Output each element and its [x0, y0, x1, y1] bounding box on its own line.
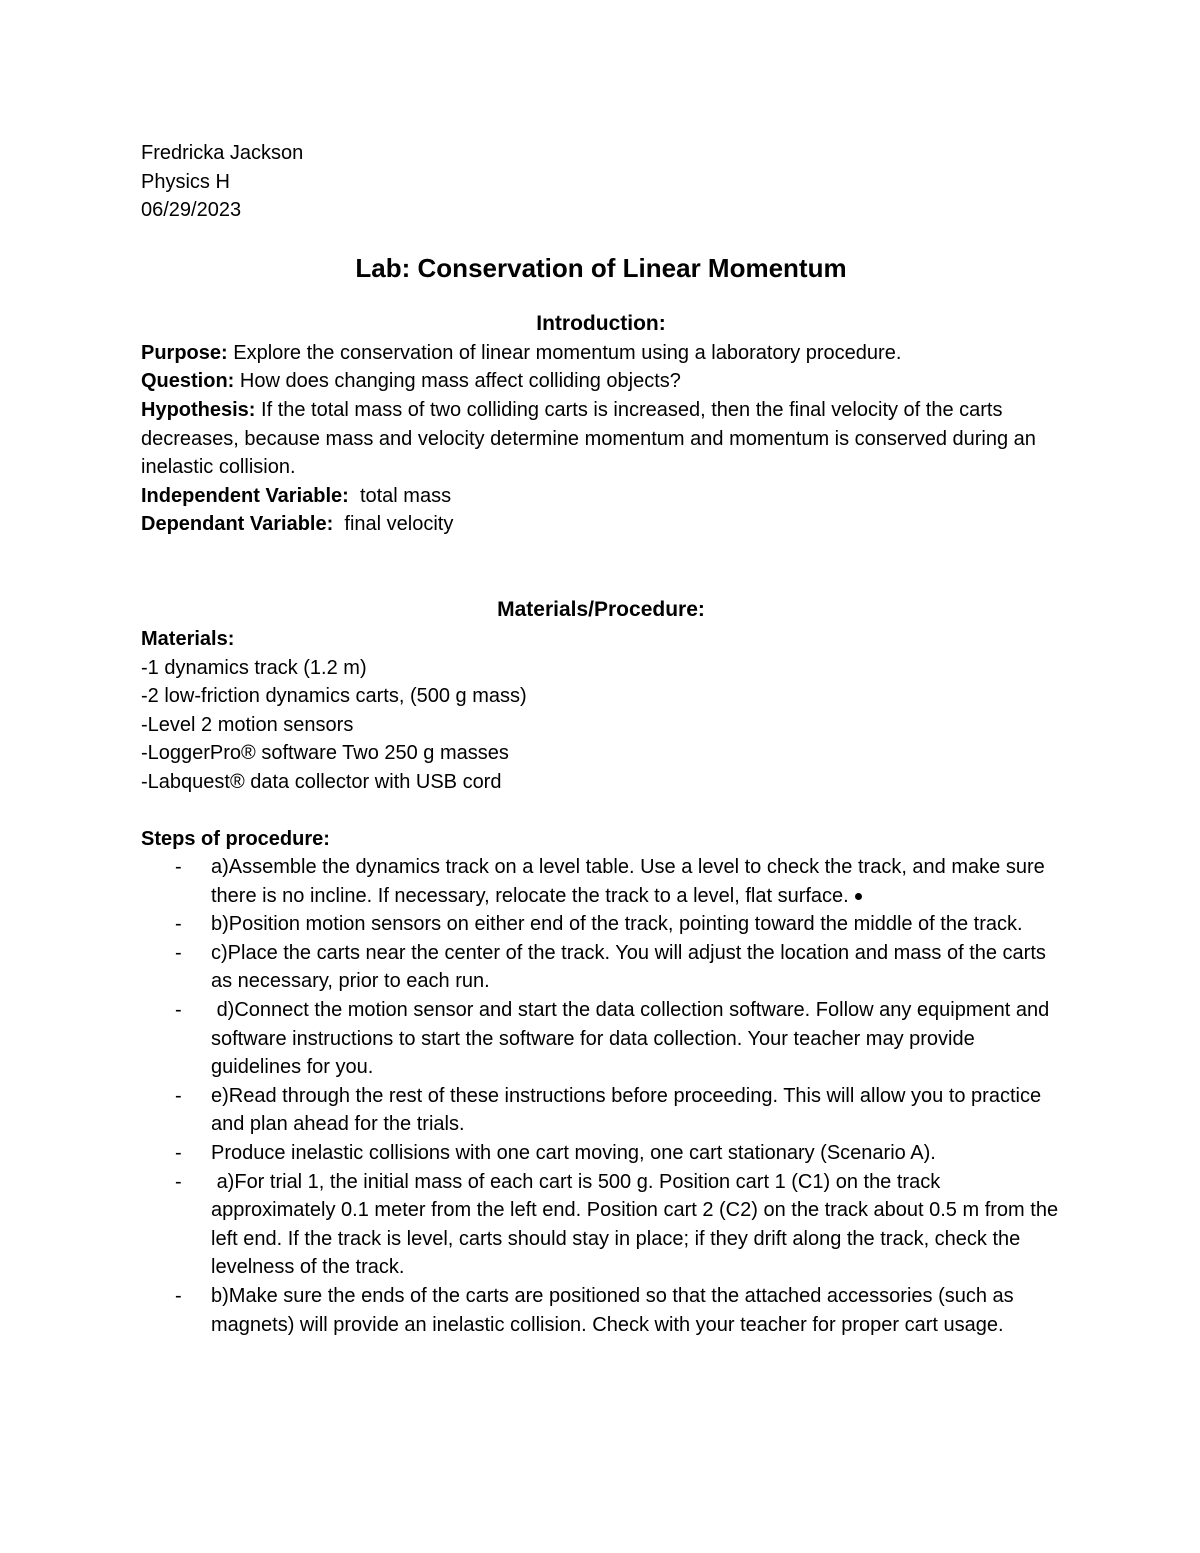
- step-item: [141, 1082, 1061, 1139]
- independent-variable-paragraph: [141, 482, 1061, 511]
- materials-item: -LoggerPro® software Two 250 g masses: [141, 742, 509, 765]
- step-item: [141, 1139, 1061, 1168]
- step-item: [141, 1282, 1061, 1339]
- step-text: a)Assemble the dynamics track on a level table. Use a level to check the track, and make sure there is no incline. If necessary, relocate the track to a level, flat surface.: [211, 856, 1045, 907]
- independent-variable-text: total mass: [348, 484, 452, 507]
- dependent-variable-text: final velocity: [333, 513, 454, 536]
- materials-item: -1 dynamics track (1.2 m): [141, 656, 367, 679]
- step-text: c)Place the carts near the center of the track. You will adjust the location and mass of the carts as necessary, prior to each run.: [211, 941, 1046, 993]
- independent-variable-label: Independent Variable:: [141, 484, 349, 507]
- step-marker: -: [175, 1285, 182, 1307]
- purpose-paragraph: [141, 339, 1061, 368]
- step-text: b)Position motion sensors on either end of the track, pointing toward the middle of the track.: [211, 913, 1023, 936]
- dependent-variable-label: Dependant Variable:: [141, 513, 334, 536]
- materials-label: Materials:: [141, 627, 235, 650]
- dependent-variable-paragraph: [141, 510, 1061, 539]
- steps-label: Steps of procedure:: [141, 827, 330, 850]
- step-text: a)For trial 1, the initial mass of each cart is 500 g. Position cart 1 (C1) on the track approximately 0.1 meter from the left end. Position cart 2 (C2) on the track about 0.5 m from the left end. If the track is level, carts should stay in place; if they drift along the track, check the levelness of the track.: [211, 1170, 1064, 1279]
- materials-procedure-heading: Materials/Procedure:: [497, 597, 705, 621]
- step-marker: -: [175, 1170, 182, 1193]
- step-text: e)Read through the rest of these instructions before proceeding. This will allow you to practice and plan ahead for the trials.: [211, 1084, 1042, 1136]
- question-label: Question:: [141, 370, 235, 393]
- step-marker: -: [175, 1142, 182, 1165]
- step-item: [141, 853, 1061, 910]
- materials-item: -2 low-friction dynamics carts, (500 g mass): [141, 685, 527, 708]
- introduction-heading: Introduction:: [536, 311, 666, 335]
- step-text: Produce inelastic collisions with one cart moving, one cart stationary (Scenario A).: [211, 1142, 936, 1165]
- materials-item: -Labquest® data collector with USB cord: [141, 770, 502, 793]
- step-text: d)Connect the motion sensor and start the data collection software. Follow any equipment and software instructions to start the software for data collection. Your teacher may provide guidelines for you.: [211, 999, 1055, 1079]
- steps-list: [141, 853, 1064, 1339]
- hypothesis-text: If the total mass of two colliding carts is increased, then the final velocity of the carts decreases, because mass and velocity determine momentum and momentum is conserved during an inelastic collision.: [141, 398, 1036, 479]
- step-item: [141, 1168, 1064, 1282]
- step-text: b)Make sure the ends of the carts are positioned so that the attached accessories (such as magnets) will provide an inelastic collision. Check with your teacher for proper cart usage.: [211, 1285, 1014, 1336]
- document-header: [141, 139, 1061, 225]
- step-item: [141, 996, 1061, 1082]
- step-marker: -: [175, 856, 182, 879]
- step-marker: -: [175, 1084, 182, 1107]
- purpose-text: Explore the conservation of linear momentum using a laboratory procedure.: [227, 341, 902, 364]
- step-marker: -: [175, 999, 182, 1022]
- question-text: How does changing mass affect colliding objects?: [234, 370, 681, 393]
- materials-list: [141, 654, 1061, 797]
- step-marker: -: [175, 913, 182, 936]
- step-item: [141, 939, 1061, 996]
- step-item: [141, 910, 1061, 939]
- materials-item: -Level 2 motion sensors: [141, 713, 354, 736]
- course-name: Physics H: [141, 170, 230, 193]
- purpose-label: Purpose:: [141, 341, 228, 364]
- step-marker: -: [175, 941, 182, 964]
- question-paragraph: [141, 367, 1061, 396]
- hypothesis-label: Hypothesis:: [141, 398, 256, 421]
- document-date: 06/29/2023: [141, 199, 242, 222]
- bullet-dot-icon: [855, 893, 862, 900]
- hypothesis-paragraph: [141, 396, 1061, 482]
- document-page: [141, 139, 1064, 1339]
- document-title: Lab: Conservation of Linear Momentum: [355, 252, 847, 283]
- author-name: Fredricka Jackson: [141, 142, 304, 164]
